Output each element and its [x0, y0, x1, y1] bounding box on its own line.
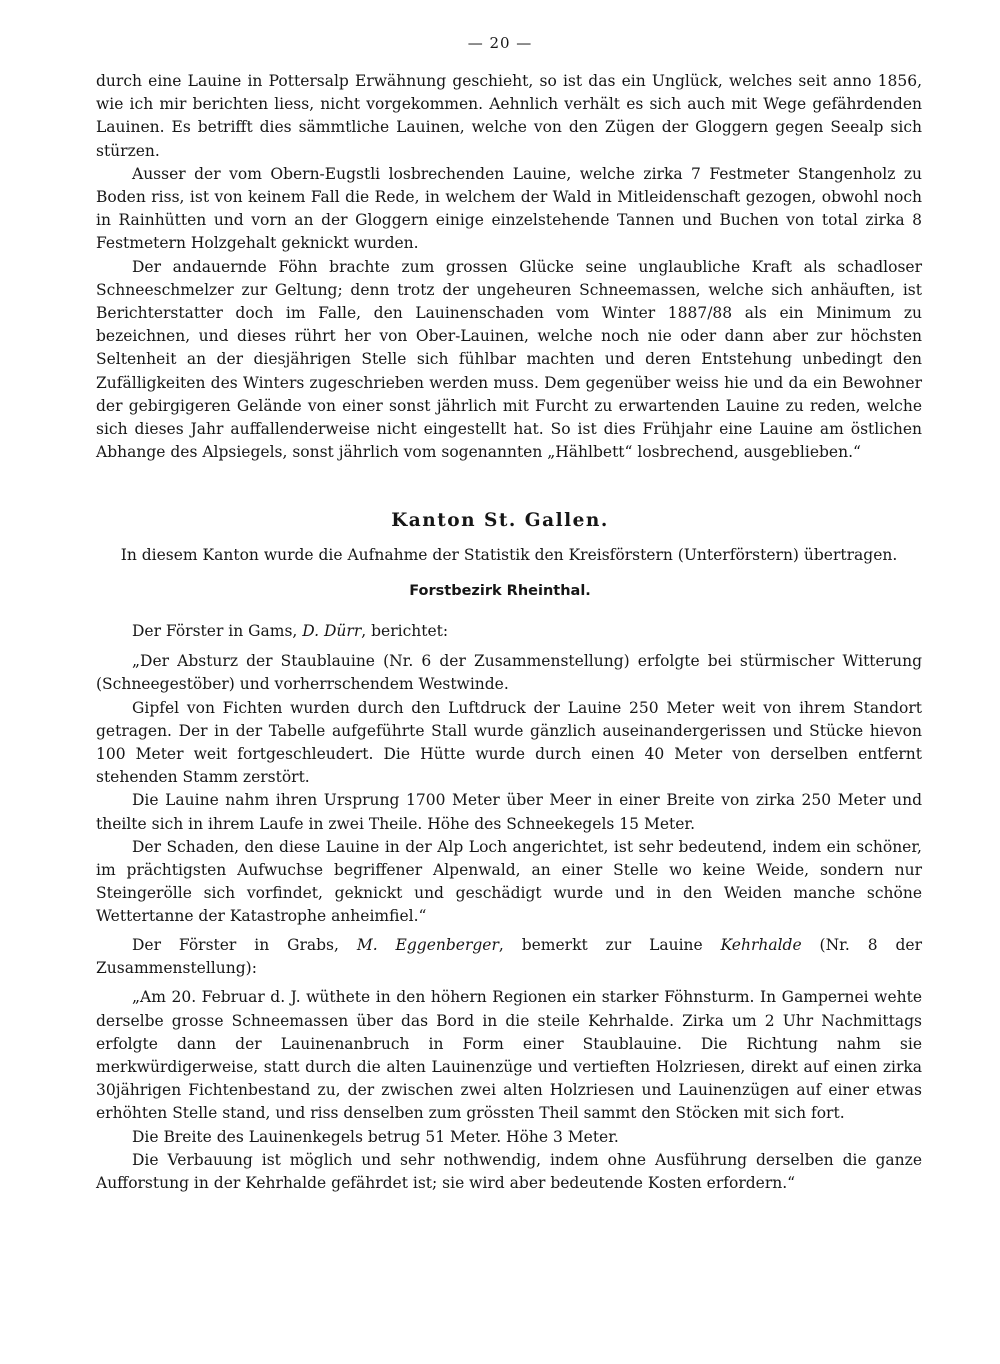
report-intro-line: [96, 620, 922, 643]
intro-text: , berichtet:: [361, 622, 449, 640]
paragraph: Die Lauine nahm ihren Ursprung 1700 Meter über Meer in einer Breite von zirka 250 Meter und theilte sich in ihrem Laufe in zwei Theile. Höhe des Schneekegels 15 Meter.: [96, 791, 922, 833]
paragraph: Ausser der vom Obern-Eugstli losbrechenden Lauine, welche zirka 7 Festmeter Stangenholz zu Boden riss, ist von keinem Fall die Rede, in welchem der Wald in Mitleidenschaft gezogen, obwohl noch in Rainhütten und vorn an der Gloggern einige einzelstehende Tannen und Buchen von total zirka 8 Festmetern Holzgehalt geknickt wurden.: [96, 164, 922, 253]
paragraph: Der Schaden, den diese Lauine in der Alp Loch angerichtet, ist sehr bedeutend, indem ein schöner, im prächtigsten Aufwuchse begriffener Alpenwald, an einer Stelle wo keine Weide, sondern nur Steingerölle sich vorfindet, geknickt und geschädigt wurde und in den Weiden manche schöne Wettertanne der Katastrophe anheimfiel.“: [96, 837, 922, 926]
canton-intro: In diesem Kanton wurde die Aufnahme der Statistik den Kreisförstern (Unterförstern) übertragen.: [120, 546, 898, 564]
paragraph: Die Breite des Lauinenkegels betrug 51 Meter. Höhe 3 Meter.: [132, 1127, 619, 1146]
report-intro-line: [96, 934, 922, 980]
paragraph: „Am 20. Februar d. J. wüthete in den höhern Regionen ein starker Föhnsturm. In Gampernei wehte derselbe grosse Schneemassen über das Bord in die steile Kehrhalde. Zirka um 2 Uhr Nachmittags erfolgte dann der Lauinenanbruch in Form einer Staublauine. Die Richtung nahm sie merkwürdigerweise, statt durch die alten Lauinenzüge und vertieften Holzriesen, direkt auf einen zirka 30jährigen Fichtenbestand zu, der zwischen zwei alten Holzriesen und Lauinenzügen auf einer etwas erhöhten Stelle stand, und riss denselben zum grössten Theil sammt den Stöcken mit sich fort.: [96, 988, 922, 1123]
forester-name: D. Dürr: [302, 622, 362, 640]
intro-text: Der Förster in Gams,: [132, 622, 303, 640]
appenzell-report-continuation: [96, 70, 922, 464]
forester-name: M. Eggenberger: [356, 936, 499, 954]
gams-report: [96, 620, 922, 929]
grabs-report: [96, 934, 922, 1195]
section-heading-canton: Kanton St. Gallen.: [391, 510, 609, 531]
page-number: — 20 —: [467, 34, 533, 52]
paragraph: durch eine Lauine in Pottersalp Erwähnung geschieht, so ist das ein Unglück, welches seit anno 1856, wie ich mir berichten liess, nicht vorgekommen. Aehnlich verhält es sich auch mit Wege gefährdenden Lauinen. Es betrifft dies sämmtliche Lauinen, welche von den Zügen der Gloggern gegen Seealp sich stürzen.: [96, 72, 922, 160]
paragraph: „Der Absturz der Staublauine (Nr. 6 der Zusammenstellung) erfolgte bei stürmischer Witterung (Schneegestöber) und vorherrschendem Westwinde.: [96, 652, 922, 694]
intro-text: Der Förster in Grabs,: [132, 936, 357, 954]
paragraph: Die Verbauung ist möglich und sehr nothwendig, indem ohne Ausführung derselben die ganze Aufforstung in der Kehrhalde gefährdet ist; sie wird aber bedeutende Kosten erfordern.“: [96, 1150, 922, 1193]
intro-text: (Nr. 8 der Zusammenstellung):: [96, 936, 922, 978]
paragraph: Der andauernde Föhn brachte zum grossen Glücke seine unglaubliche Kraft als schadloser Schneeschmelzer zur Geltung; denn trotz der ungeheuren Schneemassen, welche sich anhäuften, ist Berichterstatter doch im Falle, den Lauinenschaden vom Winter 1887/88 als ein Minimum zu bezeichnen, und dieses rührt her von Ober-Lauinen, welche noch nie oder dann aber zur höchsten Seltenheit an der diesjährigen Stelle sich fühlbar machten und deren Entstehung unbedingt den Zufälligkeiten des Winters zugeschrieben werden muss. Dem gegenüber weiss hie und da ein Bewohner der gebirgigeren Gelände von einer sonst jährlich mit Furcht zu erwartenden Lauine zu reden, welche sich dieses Jahr auffallenderweise nicht eingestellt hat. So ist dies Frühjahr eine Lauine am östlichen Abhange des Alpsiegels, sonst jährlich vom sogenannten „Hählbett“ losbrechend, ausgeblieben.“: [96, 257, 922, 462]
lauine-name: Kehrhalde: [720, 936, 802, 954]
subsection-heading-district: Forstbezirk Rheinthal.: [409, 583, 591, 599]
paragraph: Gipfel von Fichten wurden durch den Luftdruck der Lauine 250 Meter weit von ihrem Standort getragen. Der in der Tabelle aufgeführte Stall wurde gänzlich auseinandergerissen und Stücke hievon 100 Meter weit fortgeschleudert. Die Hütte wurde durch einen 40 Meter von derselben entfernt stehenden Stamm zerstört.: [96, 698, 922, 787]
intro-text: , bemerkt zur Lauine: [498, 936, 721, 954]
